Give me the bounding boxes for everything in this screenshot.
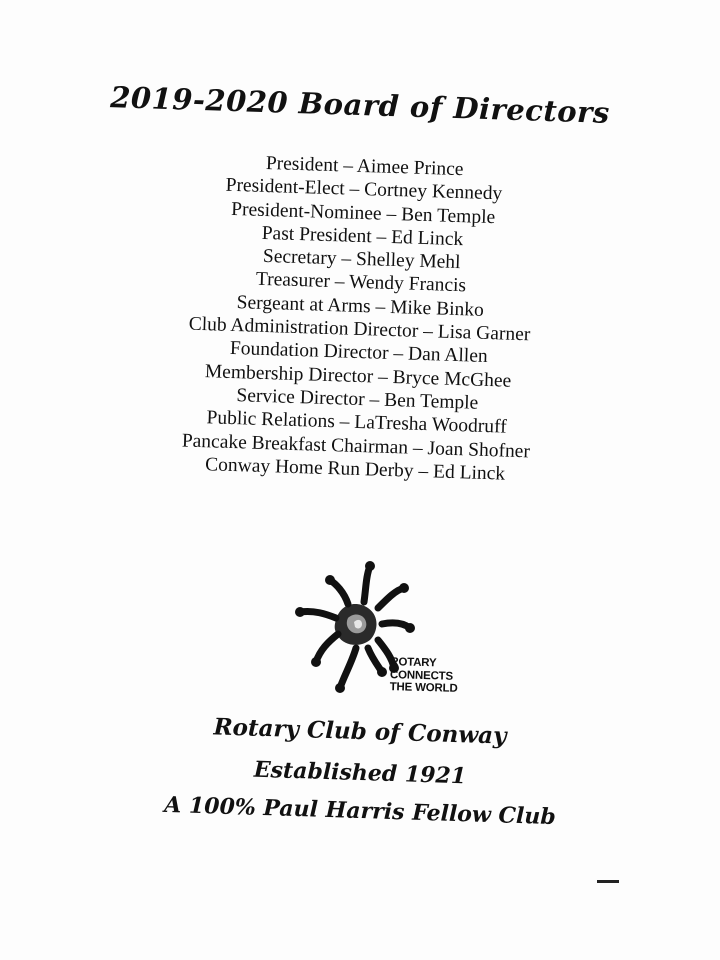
- board-role: Treasurer: [255, 269, 331, 293]
- board-member-name: LaTresha Woodruff: [354, 412, 508, 438]
- board-role: Sergeant at Arms: [236, 291, 371, 318]
- role-separator: –: [341, 248, 352, 270]
- board-role: President-Elect: [225, 175, 346, 200]
- club-name: Rotary Club of Conway: [213, 713, 507, 750]
- board-member-name: Ed Linck: [432, 461, 506, 485]
- role-separator: –: [393, 343, 404, 365]
- board-member-name: Ben Temple: [400, 203, 496, 228]
- board-role: President-Nominee: [230, 198, 382, 225]
- role-separator: –: [386, 203, 397, 225]
- board-member-name: Shelley Mehl: [355, 249, 461, 274]
- role-separator: –: [334, 271, 345, 293]
- page-title: 2019-2020 Board of Directors: [109, 80, 611, 130]
- board-role: Public Relations: [206, 407, 336, 433]
- board-member-name: Joan Shofner: [427, 437, 531, 462]
- role-separator: –: [369, 389, 380, 411]
- board-member-name: Wendy Francis: [348, 272, 467, 297]
- board-member-name: Mike Binko: [389, 296, 485, 321]
- logo-tagline: ROTARY CONNECTS THE WORLD: [389, 656, 458, 695]
- board-member-name: Lisa Garner: [437, 321, 531, 346]
- board-role: Membership Director: [204, 360, 374, 388]
- board-role: President: [265, 152, 339, 177]
- role-separator: –: [422, 321, 434, 343]
- board-roster: [0, 144, 720, 493]
- role-separator: –: [375, 296, 386, 318]
- board-role: Conway Home Run Derby: [204, 454, 414, 482]
- board-member-name: Cortney Kennedy: [363, 179, 503, 205]
- role-separator: –: [342, 155, 354, 177]
- role-separator: –: [418, 460, 429, 483]
- role-separator: –: [412, 437, 424, 459]
- role-separator: –: [377, 366, 389, 388]
- board-role: Past President: [261, 222, 373, 248]
- board-member-name: Aimee Prince: [356, 155, 464, 181]
- board-member-name: Dan Allen: [407, 343, 488, 368]
- board-role: Secretary: [262, 246, 337, 270]
- board-role: Foundation Director: [229, 338, 389, 365]
- board-member-name: Ed Linck: [390, 226, 464, 251]
- board-member-name: Bryce McGhee: [392, 366, 512, 392]
- role-separator: –: [339, 411, 350, 433]
- role-separator: –: [376, 226, 387, 248]
- board-role: Pancake Breakfast Chairman: [181, 430, 409, 459]
- established-line: Established 1921: [253, 756, 467, 790]
- fellow-club-line: A 100% Paul Harris Fellow Club: [163, 791, 557, 831]
- scan-edge-mark: [597, 880, 619, 883]
- board-member-name: Ben Temple: [383, 389, 479, 414]
- board-role: Club Administration Director: [188, 313, 419, 342]
- role-separator: –: [349, 178, 360, 201]
- board-role: Service Director: [236, 385, 366, 411]
